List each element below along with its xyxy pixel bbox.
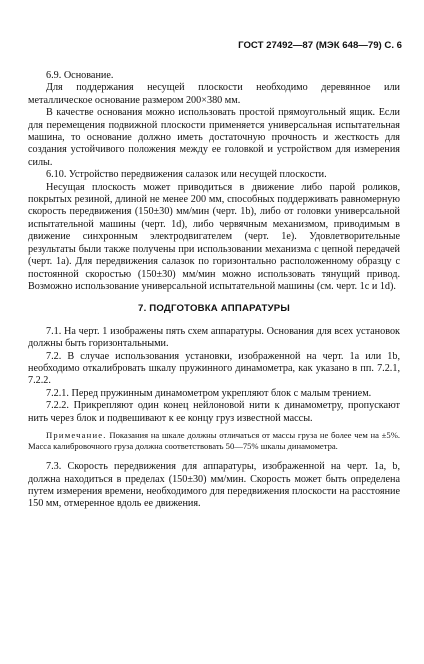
spacer [28, 451, 400, 461]
note-text: Показания на шкале должны отличаться от массы груза не более чем на ±5%. Масса калибровочного груза должна соответствовать 50—75% шкалы динамометра. [28, 429, 400, 451]
paragraph-7-3: 7.3. Скорость передвижения для аппаратуры, изображенной на черт. 1a, b, должна находиться в пределах (150±30) мм/мин. Скорость может быть определена путем измерения времени, необходимого для передвижения плоскости на расстояние 150 мм, отмеренное вдоль ее движения. [28, 461, 400, 510]
paragraph-6-10-drive: Несущая плоскость может приводиться в движение либо парой роликов, покрытых резиной, длиной не менее 200 мм, способных поддерживать равномерную скорость передвижения (150±30) мм/мин (черт. 1b), либо от головки универсальной испытательной машины (черт. 1d), либо червячным механизмом, приводимым в движение синхронным электродвигателем (черт. 1e). Удовлетворительные результаты были также получены при использовании механизма с цепной передачей (черт. 1a). Для передвижения салазок по горизонтально расположенному образцу с постоянной скоростью (150±30) мм/мин можно использовать тянущий привод. Возможно использование универсальной испытательной машины (см. черт. 1c и 1d). [28, 181, 400, 292]
paragraph-7-2-1: 7.2.1. Перед пружинным динамометром укрепляют блок с малым трением. [46, 387, 372, 399]
paragraph-7-1: 7.1. На черт. 1 изображены пять схем аппаратуры. Основания для всех установок должны быть горизонтальными. [28, 325, 400, 350]
paragraph-6-9-base-size: Для поддержания несущей плоскости необходимо деревянное или металлическое основание размером 200×380 мм. [28, 82, 400, 106]
document-body [28, 70, 400, 511]
spacer [28, 316, 400, 326]
paragraph-6-10-title: 6.10. Устройство передвижения салазок или несущей плоскости. [46, 169, 327, 181]
paragraph-7-2: 7.2. В случае использования установки, изображенной на черт. 1a или 1b, необходимо откалибровать шкалу пружинного динамометра, как указано в пп. 7.2.1, 7.2.2. [28, 350, 400, 387]
paragraph-7-2-2: 7.2.2. Прикрепляют один конец нейлоновой нити к динамометру, пропускают нить через блок и подвешивают к ее концу груз известной массы. [28, 400, 400, 424]
note-label: Примечание. [46, 429, 107, 440]
page-header: ГОСТ 27492—87 (МЭК 648—79) С. 6 [238, 40, 402, 51]
paragraph-6-9-title: 6.9. Основание. [46, 70, 114, 81]
paragraph-6-9-box-base: В качестве основания можно использовать простой прямоугольный ящик. Если для перемещения подвижной плоскости применяется универсальная испытательная машина, то основание должно иметь достаточную прочность и жесткость для создания устойчивого положения между ее головкой и устройством для измерения силы. [28, 107, 400, 168]
note-block [28, 430, 400, 451]
spacer [28, 293, 400, 303]
section-heading: 7. ПОДГОТОВКА АППАРАТУРЫ [138, 303, 290, 315]
